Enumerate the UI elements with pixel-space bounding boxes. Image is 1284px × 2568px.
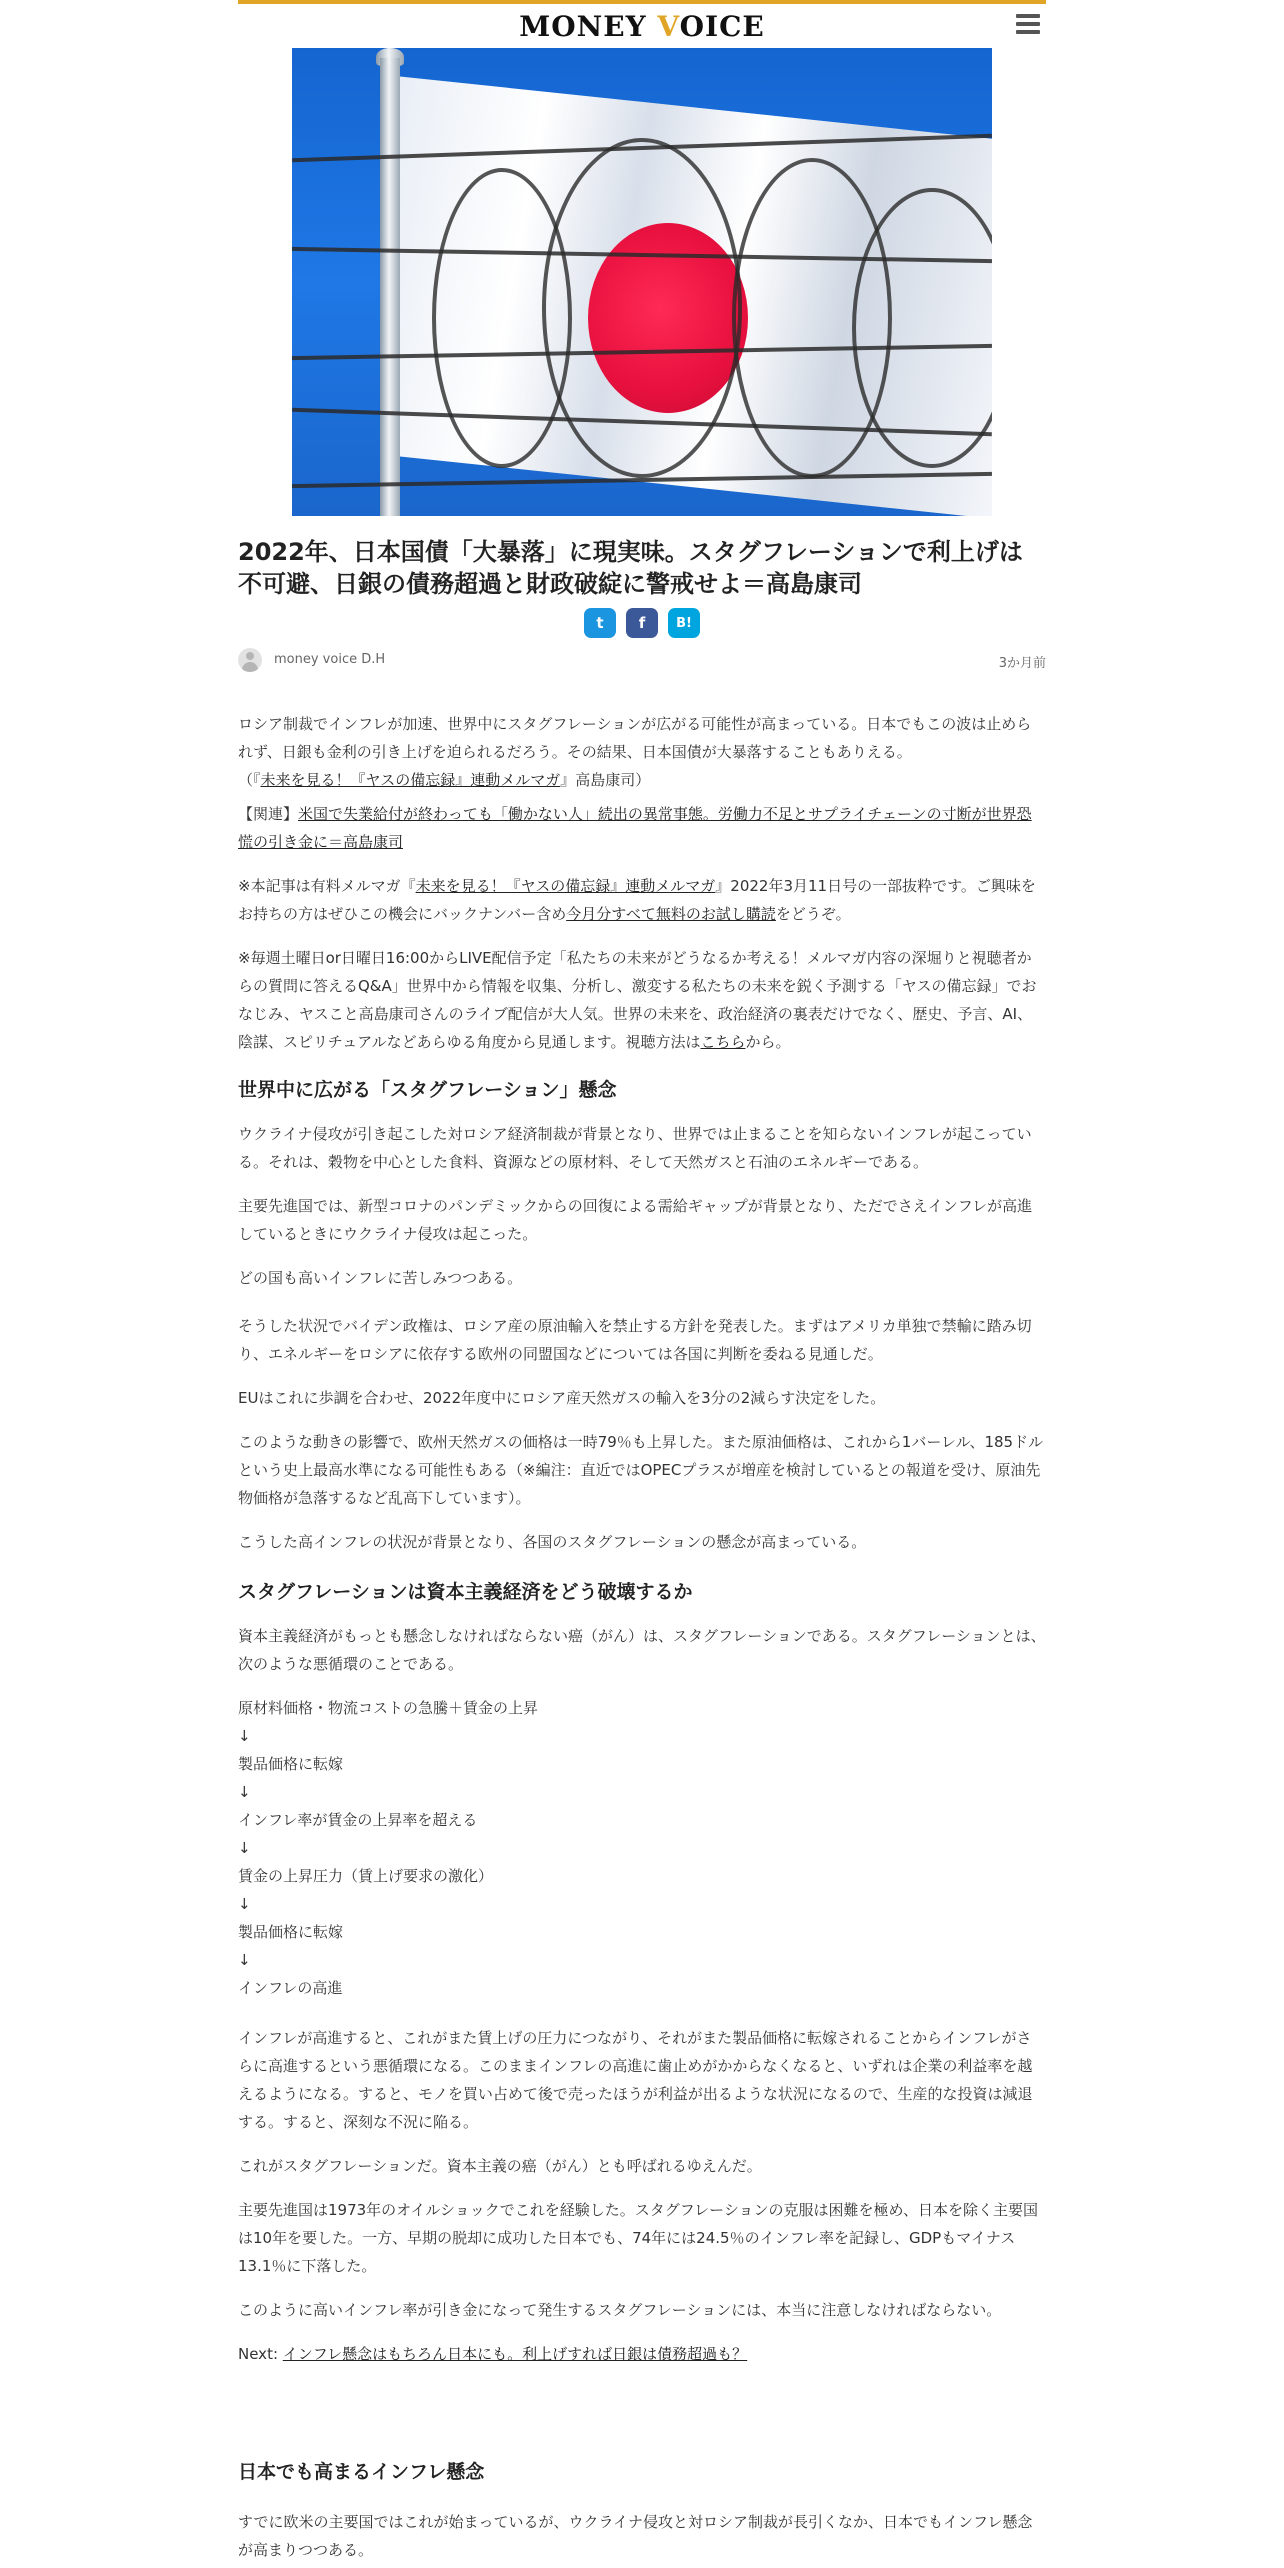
paragraph: すでに欧米の主要国ではこれが始まっているが、ウクライナ侵攻と対ロシア制裁が長引くなか、日本でもインフレ懸念が高まりつつある。 (238, 2513, 1033, 2559)
paragraph: これがスタグフレーションだ。資本主義の癌（がん）とも呼ばれるゆえんだ。 (238, 2157, 762, 2175)
newsletter-link-2[interactable]: 未来を見る！『ヤスの備忘録』連動メルマガ (415, 877, 716, 895)
excerpt-note: ※本記事は有料メルマガ『未来を見る！『ヤスの備忘録』連動メルマガ』2022年3月11日号の一部抜粋です。ご興味をお持ちの方はぜひこの機会にバックナンバー含め今月分すべて無料のお試し購読をどうぞ。 (238, 877, 1036, 923)
live-stream-link[interactable]: こちら (700, 1033, 746, 1051)
published-time: 3か月前 (998, 656, 1046, 671)
next-page: Next: インフレ懸念はもちろん日本にも。利上げすれば日銀は債務超過も？ (238, 2345, 748, 2363)
share-buttons (584, 608, 700, 638)
paragraph: このように高いインフレ率が引き金になって発生するスタグフレーションには、本当に注意しなければならない。 (238, 2301, 1002, 2319)
article-title: 2022年、日本国債「大暴落」に現実味。スタグフレーションで利上げは不可避、日銀の債務超過と財政破綻に警戒せよ＝高島康司 (238, 538, 1023, 598)
chain-step: 原材料価格・物流コストの急騰＋賃金の上昇 (238, 1699, 539, 1717)
paragraph: 資本主義経済がもっとも懸念しなければならない癌（がん）は、スタグフレーションである。スタグフレーションとは、次のような悪循環のことである。 (238, 1627, 1046, 1673)
newsletter-link[interactable]: 未来を見る！『ヤスの備忘録』連動メルマガ (260, 771, 561, 789)
paragraph: インフレが高進すると、これがまた賃上げの圧力につながり、それがまた製品価格に転嫁されることからインフレがさらに高進するという悪循環になる。このままインフレの高進に歯止めがかからなくなると、いずれは企業の利益率を越えるようになる。すると、モノを買い占めて後で売ったほうが利益が出るような状況になるので、生産的な投資は減退する。すると、深刻な不況に陥る。 (238, 2029, 1033, 2131)
chain-step: 製品価格に転嫁 (238, 1755, 344, 1773)
twitter-icon: t (596, 614, 604, 632)
chain-arrow: ↓ (238, 1727, 251, 1745)
live-stream-note: ※毎週土曜日or日曜日16:00からLIVE配信予定「私たちの未来がどうなるか考える！メルマガ内容の深堀りと視聴者からの質問に答えるQ&A」世界中から情報を収集、分析し、激変する私たちの未来を鋭く予測する「ヤスの備忘録」でおなじみ、ヤスこと高島康司さんのライブ配信が大人気。世界の未来を、政治経済の裏表だけでなく、歴史、予言、AI、陰謀、スピリチュアルなどあらゆる角度から見通します。視聴方法はこちらから。 (238, 949, 1037, 1051)
paragraph: どの国も高いインフレに苦しみつつある。 (238, 1269, 523, 1287)
paragraph: EUはこれに歩調を合わせ、2022年度中にロシア産天然ガスの輸入を3分の2減らす決定をした。 (238, 1389, 886, 1407)
author-avatar-icon (238, 648, 262, 672)
twitter-share-button[interactable] (584, 608, 616, 638)
hamburger-menu-icon[interactable] (1016, 14, 1040, 36)
lead-paragraph: ロシア制裁でインフレが加速、世界中にスタグフレーションが広がる可能性が高まっている。日本でもこの波は止められず、日銀も金利の引き上げを迫られるだろう。その結果、日本国債が大暴落することもありえる。 （『未来を見る！『ヤスの備忘録』連動メルマガ』高島康司） (238, 715, 1032, 789)
facebook-icon: f (638, 614, 646, 632)
site-logo[interactable]: MONEY VOICE (519, 10, 765, 43)
hatena-icon: B! (676, 615, 692, 631)
article-meta (238, 648, 1046, 674)
paragraph: このような動きの影響で、欧州天然ガスの価格は一時79％も上昇した。また原油価格は、これから1バーレル、185ドルという史上最高水準になる可能性もある（※編注：直近ではOPECプラスが増産を検討しているとの報道を受け、原油先物価格が急落するなど乱高下しています）。 (238, 1433, 1044, 1507)
chain-step: 製品価格に転嫁 (238, 1923, 344, 1941)
hero-image (292, 48, 992, 516)
chain-arrow: ↓ (238, 1895, 251, 1913)
chain-arrow: ↓ (238, 1839, 251, 1857)
chain-step: インフレ率が賃金の上昇率を超える (238, 1811, 478, 1829)
razor-wire-coil (542, 138, 742, 478)
hatena-bookmark-button[interactable] (668, 608, 700, 638)
chain-step: 賃金の上昇圧力（賃上げ要求の激化） (238, 1867, 494, 1885)
facebook-share-button[interactable] (626, 608, 658, 638)
related-article: 【関連】米国で失業給付が終わっても「働かない人」続出の異常事態。労働力不足とサプライチェーンの寸断が世界恐慌の引き金に＝高島康司 (238, 805, 1032, 851)
stagflation-chain (238, 1694, 1046, 2002)
section-heading-2: スタグフレーションは資本主義経済をどう破壊するか (238, 1581, 693, 1603)
section-heading-3: 日本でも高まるインフレ懸念 (238, 2461, 485, 2483)
next-page-link[interactable]: インフレ懸念はもちろん日本にも。利上げすれば日銀は債務超過も？ (282, 2345, 748, 2363)
section-heading-1: 世界中に広がる「スタグフレーション」懸念 (238, 1079, 617, 1101)
paragraph: 主要先進国では、新型コロナのパンデミックからの回復による需給ギャップが背景となり、ただでさえインフレが高進しているときにウクライナ侵攻は起こった。 (238, 1197, 1033, 1243)
site-header (238, 4, 1046, 46)
related-article-link[interactable]: 米国で失業給付が終わっても「働かない人」続出の異常事態。労働力不足とサプライチェーンの寸断が世界恐慌の引き金に＝高島康司 (238, 805, 1032, 851)
author-name[interactable]: money voice D.H (274, 652, 386, 667)
paragraph: ウクライナ侵攻が引き起こした対ロシア経済制裁が背景となり、世界では止まることを知らないインフレが起こっている。それは、穀物を中心とした食料、資源などの原材料、そして天然ガスと石油のエネルギーである。 (238, 1125, 1032, 1171)
chain-arrow: ↓ (238, 1951, 251, 1969)
paragraph: こうした高インフレの状況が背景となり、各国のスタグフレーションの懸念が高まっている。 (238, 1533, 867, 1551)
chain-step: インフレの高進 (238, 1979, 343, 1997)
paragraph: そうした状況でバイデン政権は、ロシア産の原油輸入を禁止する方針を発表した。まずはアメリカ単独で禁輸に踏み切り、エネルギーをロシアに依存する欧州の同盟国などについては各国に判断を委ねる見通しだ。 (238, 1317, 1032, 1363)
flagpole (380, 58, 400, 516)
free-trial-link[interactable]: 今月分すべて無料のお試し購読 (566, 905, 776, 923)
chain-arrow: ↓ (238, 1783, 251, 1801)
paragraph: 主要先進国は1973年のオイルショックでこれを経験した。スタグフレーションの克服は困難を極め、日本を除く主要国は10年を要した。一方、早期の脱却に成功した日本でも、74年には24.5％のインフレ率を記録し、GDPもマイナス13.1％に下落した。 (238, 2201, 1038, 2275)
